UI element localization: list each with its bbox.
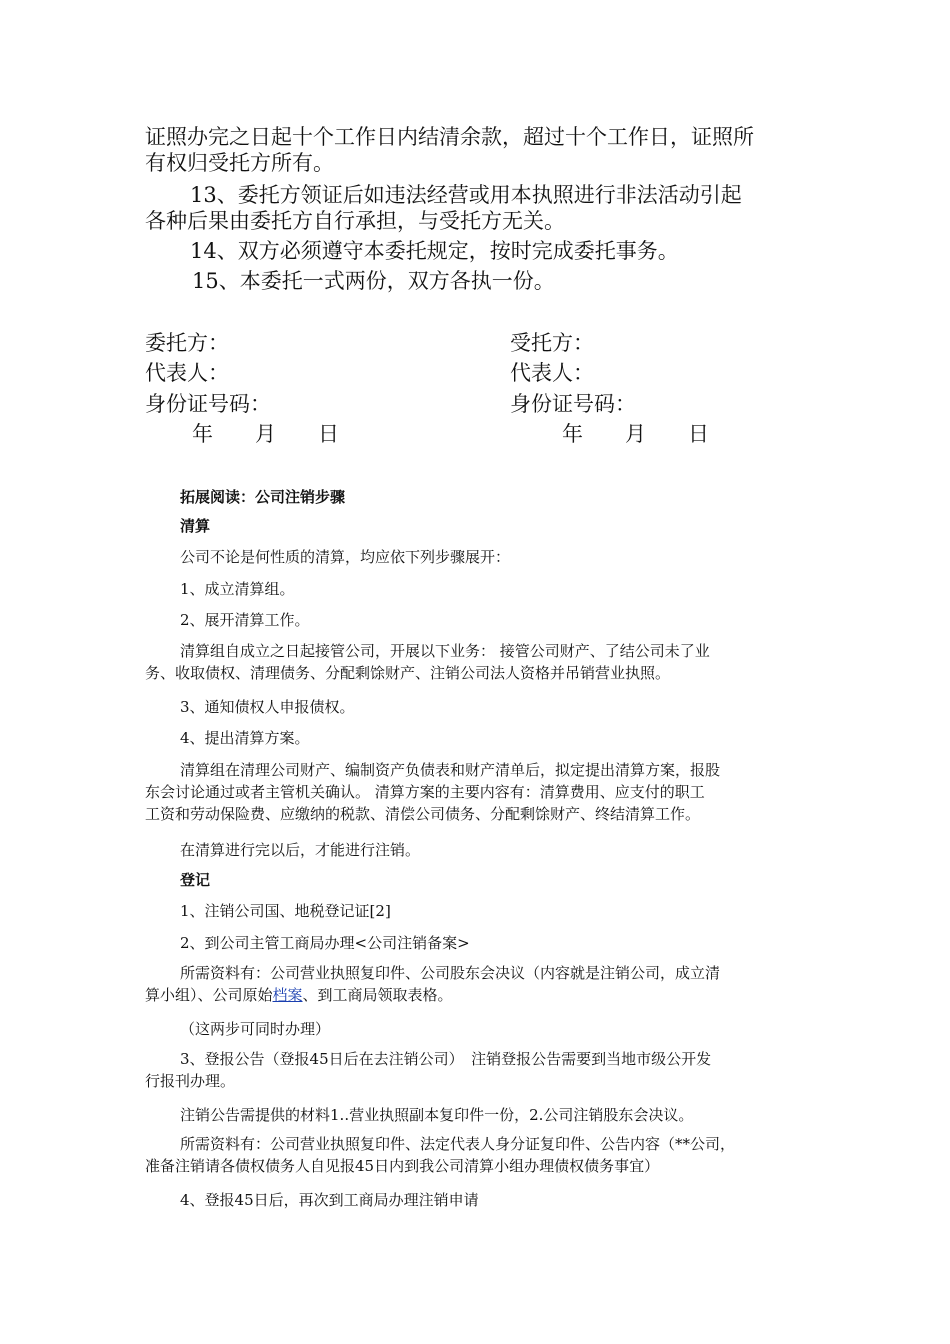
register-step-2: 2、到公司主管工商局办理<公司注销备案> bbox=[180, 934, 470, 952]
register-note: （这两步可同时办理） bbox=[180, 1020, 331, 1038]
clearing-plan-paragraph bbox=[145, 759, 810, 825]
register-step-1: 1、注销公司国、地税登记证[2] bbox=[180, 902, 391, 920]
agent-id-label: 身份证号码： bbox=[510, 392, 636, 416]
archive-link[interactable]: 档案 bbox=[272, 986, 303, 1004]
register-announcement-line-2: 行报刊办理。 bbox=[145, 1072, 236, 1090]
clearing-step-4: 4、提出清算方案。 bbox=[180, 729, 310, 747]
agent-date: 年 月 日 bbox=[562, 422, 709, 446]
reading-title: 拓展阅读：公司注销步骤 bbox=[180, 488, 346, 506]
clearing-step-3: 3、通知债权人申报债权。 bbox=[180, 698, 355, 716]
register-materials-text-b: 、到工商局领取表格。 bbox=[302, 986, 453, 1004]
clearing-plan-line-3: 工资和劳动保险费、应缴纳的税款、清偿公司债务、分配剩馀财产、终结清算工作。 bbox=[145, 805, 701, 823]
register-materials-line-2 bbox=[145, 984, 810, 1006]
clearing-work-paragraph bbox=[145, 640, 810, 684]
clause-12-line-1: 证照办完之日起十个工作日内结清余款，超过十个工作日，证照所 bbox=[145, 125, 754, 149]
register-required-paragraph bbox=[145, 1133, 810, 1177]
principal-rep-label: 代表人： bbox=[145, 361, 229, 385]
principal-id-label: 身份证号码： bbox=[145, 392, 271, 416]
register-required-line-2: 准备注销请各债权债务人自见报45日内到我公司清算小组办理债权债务事宜） bbox=[145, 1157, 660, 1175]
clause-14: 14、双方必须遵守本委托规定，按时完成委托事务。 bbox=[190, 239, 679, 263]
register-required-line-1: 所需资料有：公司营业执照复印件、法定代表人身分证复印件、公告内容（**公司， bbox=[180, 1135, 736, 1153]
agent-rep-label: 代表人： bbox=[510, 361, 594, 385]
register-announcement-paragraph bbox=[145, 1048, 810, 1092]
register-materials-text-a: 算小组）、公司原始 bbox=[145, 986, 273, 1004]
principal-label: 委托方： bbox=[145, 331, 229, 355]
register-step-4: 4、登报45日后，再次到工商局办理注销申请 bbox=[180, 1191, 479, 1209]
heading-clearing: 清算 bbox=[180, 517, 211, 535]
clearing-conclusion: 在清算进行完以后，才能进行注销。 bbox=[180, 841, 421, 859]
agent-label: 受托方： bbox=[510, 331, 594, 355]
clearing-step-1: 1、成立清算组。 bbox=[180, 580, 295, 598]
register-announcement-materials: 注销公告需提供的材料1..营业执照副本复印件一份，2.公司注销股东会决议。 bbox=[180, 1106, 694, 1124]
clearing-work-line-1: 清算组自成立之日起接管公司，开展以下业务： 接管公司财产、了结公司未了业 bbox=[180, 642, 710, 660]
clearing-plan-line-2: 东会讨论通过或者主管机关确认。 清算方案的主要内容有：清算费用、应支付的职工 bbox=[145, 783, 705, 801]
clause-15: 15、本委托一式两份，双方各执一份。 bbox=[192, 269, 555, 293]
heading-register: 登记 bbox=[180, 871, 211, 889]
clearing-step-2: 2、展开清算工作。 bbox=[180, 611, 310, 629]
clearing-plan-line-1: 清算组在清理公司财产、编制资产负债表和财产清单后，拟定提出清算方案，报股 bbox=[180, 761, 721, 779]
clearing-intro: 公司不论是何性质的清算，均应依下列步骤展开： bbox=[180, 548, 511, 566]
clause-13-line-1: 13、委托方领证后如违法经营或用本执照进行非法活动引起 bbox=[190, 183, 742, 207]
register-announcement-line-1: 3、登报公告（登报45日后在去注销公司） 注销登报公告需要到当地市级公开发 bbox=[180, 1050, 712, 1068]
clause-12-line-2: 有权归受托方所有。 bbox=[145, 151, 334, 175]
clearing-work-line-2: 务、收取债权、清理债务、分配剩馀财产、注销公司法人资格并吊销营业执照。 bbox=[145, 664, 671, 682]
register-materials-paragraph bbox=[145, 962, 810, 1006]
clause-13-line-2: 各种后果由委托方自行承担，与受托方无关。 bbox=[145, 209, 565, 233]
register-materials-line-1: 所需资料有：公司营业执照复印件、公司股东会决议（内容就是注销公司，成立清 bbox=[180, 964, 721, 982]
principal-date: 年 月 日 bbox=[192, 422, 339, 446]
